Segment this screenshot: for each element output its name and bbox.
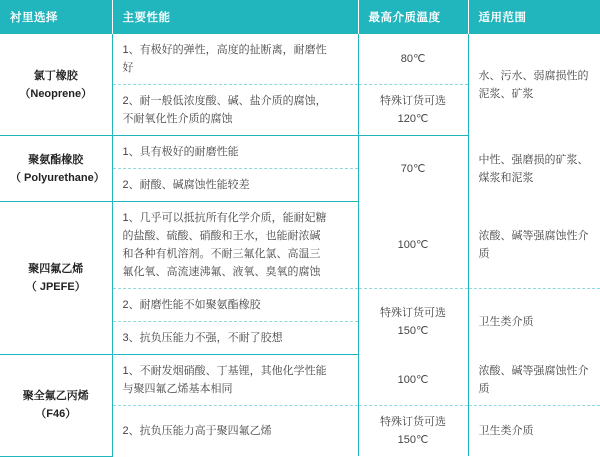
temperature-line2: 150℃ — [397, 324, 429, 337]
performance-line1: 1、几乎可以抵抗所有化学介质，能耐妃糖 — [122, 212, 327, 224]
temperature-line2: 150℃ — [397, 434, 429, 446]
cell-performance — [112, 136, 358, 169]
lining-name-line1: 聚四氟乙烯 — [28, 263, 84, 275]
table-header — [0, 0, 600, 34]
performance-line1: 1、有极好的弹性，高度的扯断离，耐磨性 — [122, 44, 327, 56]
cell-temperature — [358, 136, 468, 202]
temperature-line1: 特殊订货可选 — [380, 416, 446, 428]
lining-name-line1: 聚全氟乙丙烯 — [22, 390, 89, 403]
cell-scope — [468, 289, 600, 355]
cell-temperature — [358, 202, 468, 289]
cell-scope — [468, 355, 600, 406]
performance-line1: 3、抗负压能力不强，不耐了胶想 — [122, 332, 283, 344]
column-header-scope: 适用范围 — [468, 0, 600, 34]
table-header-row — [0, 0, 600, 34]
table-row — [0, 34, 600, 85]
cell-lining-name — [0, 136, 112, 202]
table-row — [0, 355, 600, 406]
table-body — [0, 34, 600, 456]
temperature-line1: 80℃ — [400, 53, 426, 65]
performance-line2: 好 — [122, 62, 134, 74]
scope-line1: 浓酸、碱等强腐蚀性介 — [478, 364, 589, 377]
cell-performance — [112, 289, 358, 322]
column-header-max-temperature: 最高介质温度 — [358, 0, 468, 34]
lining-name-line2: （Neoprene） — [19, 87, 93, 100]
cell-temperature — [358, 289, 468, 355]
column-header-lining: 衬里选择 — [0, 0, 112, 34]
column-header-performance: 主要性能 — [112, 0, 358, 34]
cell-performance — [112, 34, 358, 85]
cell-temperature — [358, 34, 468, 85]
scope-line1: 卫生类介质 — [478, 315, 534, 328]
performance-line2: 不耐氧化性介质的腐蚀 — [122, 113, 233, 125]
performance-line2: 与聚四氟乙烯基本相同 — [122, 383, 233, 395]
cell-lining-name — [0, 34, 112, 136]
temperature-line1: 特殊订货可选 — [380, 306, 446, 319]
cell-temperature — [358, 355, 468, 406]
lining-name-line1: 氯丁橡胶 — [33, 69, 78, 82]
table-row — [0, 136, 600, 169]
cell-performance — [112, 169, 358, 202]
cell-performance — [112, 85, 358, 136]
lining-name-line2: （ JPEFE） — [25, 281, 86, 293]
cell-scope — [468, 202, 600, 289]
table-row — [0, 202, 600, 289]
performance-line1: 2、抗负压能力高于聚四氟乙烯 — [122, 425, 272, 437]
temperature-line1: 70℃ — [400, 162, 426, 175]
temperature-line1: 100℃ — [397, 238, 429, 251]
cell-lining-name — [0, 355, 112, 457]
temperature-line2: 120℃ — [397, 113, 429, 125]
scope-line1: 浓酸、碱等强腐蚀性介 — [478, 229, 589, 242]
scope-line2: 煤浆和泥浆 — [478, 171, 534, 184]
scope-line1: 水、污水、弱腐损性的 — [478, 69, 589, 82]
performance-line1: 2、耐磨性能不如聚氨酯橡胶 — [122, 299, 261, 311]
temperature-line1: 特殊订货可选 — [380, 95, 446, 107]
cell-scope — [468, 406, 600, 457]
lining-name-line2: （F46） — [35, 408, 77, 421]
lining-name-line2: （ Polyurethane） — [10, 171, 105, 184]
temperature-line1: 100℃ — [397, 373, 429, 386]
scope-line1: 卫生类介质 — [478, 425, 534, 437]
scope-line2: 泥浆、矿浆 — [478, 87, 534, 100]
performance-line4: 氟化氧、高流速沸氟、液氧、臭氧的腐蚀 — [122, 266, 321, 278]
cell-temperature — [358, 85, 468, 136]
scope-line2: 质 — [478, 247, 490, 260]
scope-line1: 中性、强磨损的矿浆、 — [478, 153, 589, 166]
cell-performance — [112, 406, 358, 457]
performance-line2: 的盐酸、硫酸、硝酸和王水，也能耐浓碱 — [122, 230, 321, 242]
lining-name-line1: 聚氨酯橡胶 — [28, 153, 84, 166]
cell-performance — [112, 322, 358, 355]
cell-scope — [468, 34, 600, 136]
scope-line2: 质 — [478, 382, 490, 395]
cell-performance — [112, 355, 358, 406]
cell-lining-name — [0, 202, 112, 355]
performance-line1: 1、不耐发烟硝酸、丁基锂，其他化学性能 — [122, 365, 327, 377]
performance-line1: 1、具有极好的耐磨性能 — [122, 146, 239, 158]
performance-line1: 2、耐酸、碱腐蚀性能较差 — [122, 179, 250, 191]
cell-temperature — [358, 406, 468, 457]
performance-line3: 和各种有机溶剂。不耐三氟化氯、高温三 — [122, 248, 321, 260]
cell-performance — [112, 202, 358, 289]
performance-line1: 2、耐一般低浓度酸、碱、盐介质的腐蚀， — [122, 95, 327, 107]
cell-scope — [468, 136, 600, 202]
